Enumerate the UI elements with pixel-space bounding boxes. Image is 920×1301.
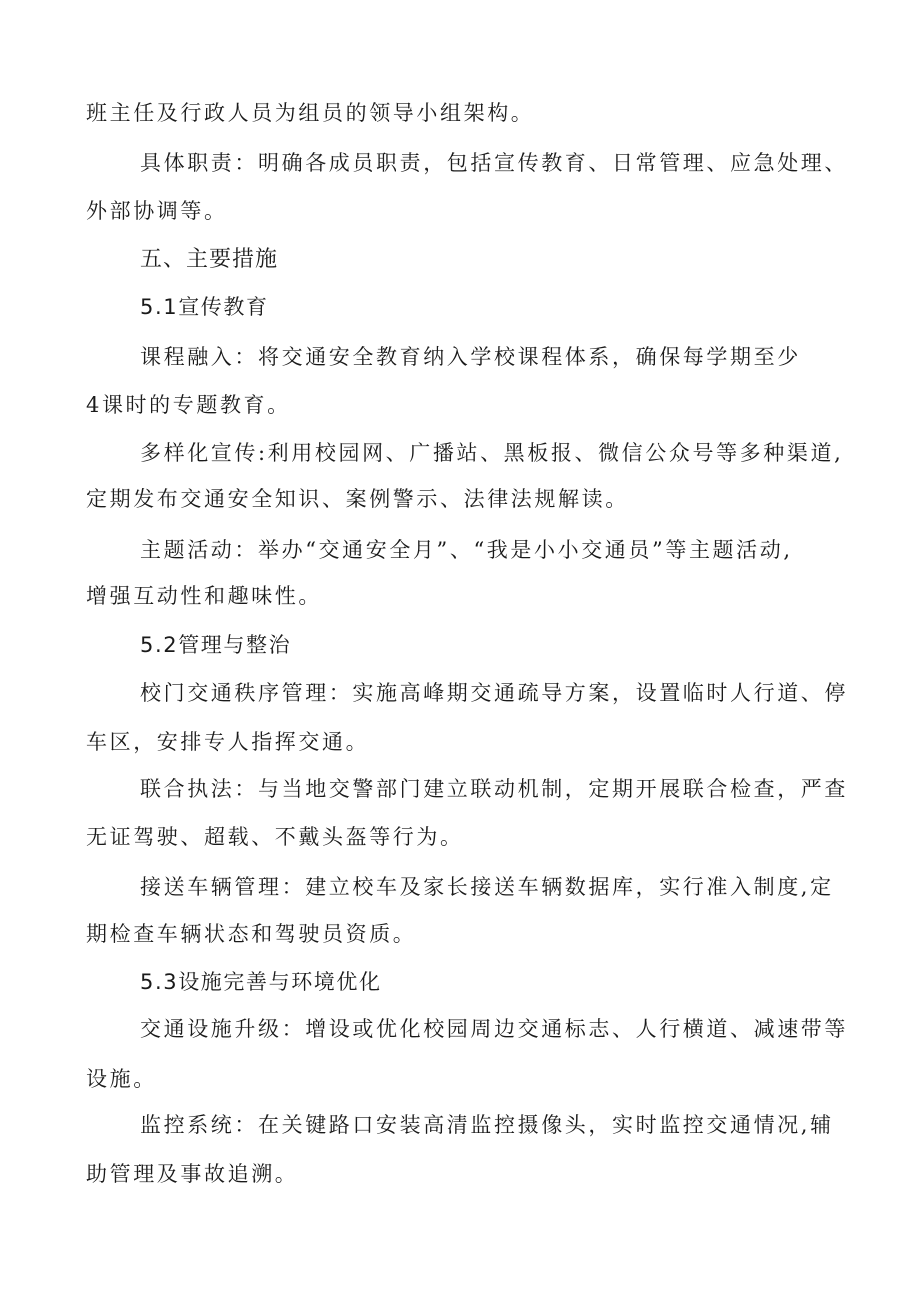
paragraph-line: 外部协调等。 [86,199,228,223]
paragraph-line: 定期发布交通安全知识、案例警示、法律法规解读。 [86,487,629,511]
paragraph-line: 期检查车辆状态和驾驶员资质。 [86,922,417,946]
paragraph-line: 主题活动：举办“交通安全月”、“我是小小交通员”等主题活动, [140,538,793,562]
paragraph-line: 校门交通秩序管理：实施高峰期交通疏导方案，设置临时人行道、停 [140,681,848,705]
paragraph-line: 课程融入：将交通安全教育纳入学校课程体系，确保每学期至少 [140,345,801,369]
paragraph-line: 助管理及事故追溯。 [86,1162,299,1186]
paragraph-line: 多样化宣传:利用校园网、广播站、黑板报、微信公众号等多种渠道, [140,441,844,465]
paragraph-line: 具体职责：明确各成员职责，包括宣传教育、日常管理、应急处理、 [140,151,848,175]
paragraph-line: 班主任及行政人员为组员的领导小组架构。 [86,101,535,125]
paragraph-line: 交通设施升级：增设或优化校园周边交通标志、人行横道、减速带等 [140,1017,848,1041]
paragraph-line: 监控系统：在关键路口安装高清监控摄像头，实时监控交通情况,辅 [140,1113,834,1137]
paragraph-line: 增强互动性和趣味性。 [86,584,322,608]
subsection-heading: 5.3设施完善与环境优化 [140,970,382,994]
paragraph-line: 车区，安排专人指挥交通。 [86,730,370,754]
paragraph-line: 接送车辆管理：建立校车及家长接送车辆数据库，实行准入制度,定 [140,875,834,899]
paragraph-line: 联合执法：与当地交警部门建立联动机制，定期开展联合检查，严查 [140,777,848,801]
paragraph-line: 4课时的专题教育。 [86,393,291,417]
section-heading: 五、主要措施 [140,247,279,272]
paragraph-line: 设施。 [86,1067,157,1091]
paragraph-line: 无证驾驶、超载、不戴头盔等行为。 [86,825,464,849]
subsection-heading: 5.1宣传教育 [140,295,269,319]
subsection-heading: 5.2管理与整治 [140,633,292,657]
